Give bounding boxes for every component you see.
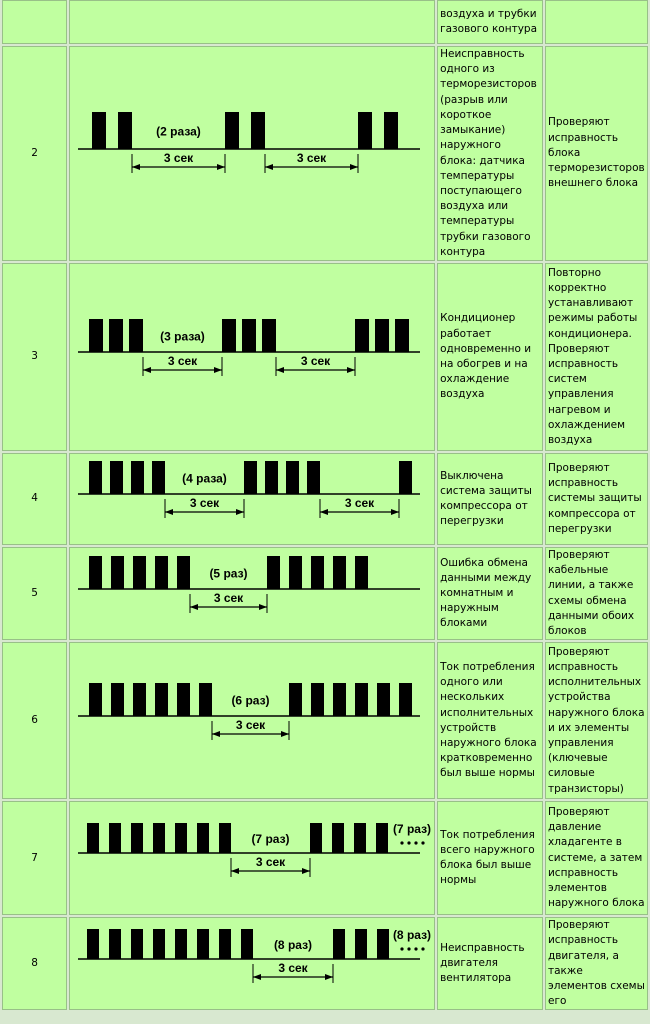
pulse	[251, 112, 265, 149]
pulse	[110, 461, 123, 494]
blink-diagram-cell	[69, 547, 435, 640]
table-row	[2, 0, 648, 44]
continuation-dot	[422, 947, 425, 950]
error-code-cell: 2	[2, 46, 67, 261]
remedy-cell: Проверяют исправность блока терморезисторов внешнего блока	[545, 46, 648, 261]
pulse	[375, 319, 389, 352]
pulse	[286, 461, 299, 494]
interval-label: 3 сек	[296, 150, 327, 165]
pulse	[376, 823, 388, 853]
pulse	[111, 556, 124, 589]
pulse	[332, 823, 344, 853]
pulse	[153, 823, 165, 853]
fault-description-cell: Неисправность одного из терморезисторов (разрыв или короткое замыкание) наружного блока: датчика температуры поступающего воздуха или температуры трубки газового контура	[437, 46, 543, 261]
pulse	[109, 319, 123, 352]
remedy-cell: Проверяют исправность исполнительных устройства наружного блока и их элементы управления (ключевые силовые транзисторы)	[545, 642, 648, 799]
pulse	[87, 929, 99, 959]
pulse	[225, 112, 239, 149]
pulse	[152, 461, 165, 494]
pulse	[89, 683, 102, 716]
pulse	[265, 461, 278, 494]
pulse	[384, 112, 398, 149]
table-row	[2, 642, 648, 799]
remedy-cell	[545, 0, 648, 44]
interval-label: 3 сек	[300, 354, 331, 368]
blink-diagram-cell	[69, 801, 435, 915]
table-row	[2, 46, 648, 261]
interval-label: 3 сек	[278, 960, 308, 975]
pulse	[118, 112, 132, 149]
pulse	[109, 929, 121, 959]
interval-label: 3 сек	[163, 150, 194, 165]
pulse	[177, 683, 190, 716]
blink-count-label: (3 раза)	[160, 329, 205, 344]
interval-label: 3 сек	[344, 496, 375, 510]
error-code-cell: 6	[2, 642, 67, 799]
error-code-cell: 8	[2, 917, 67, 1010]
interval-label: 3 сек	[167, 354, 198, 368]
pulse	[307, 461, 320, 494]
pulse	[153, 929, 165, 959]
pulse	[262, 319, 276, 352]
blink-diagram	[70, 312, 434, 402]
pulse	[109, 823, 121, 853]
pulse	[155, 556, 168, 589]
fault-description-cell: Выключена система защиты компрессора от перегрузки	[437, 453, 543, 545]
remedy-cell: Повторно корректно устанавливают режимы работы кондиционера. Проверяют исправность систем управления нагревом и охлаждением воздуха	[545, 263, 648, 451]
pulse	[155, 683, 168, 716]
continuation-dot	[401, 947, 404, 950]
pulse	[131, 929, 143, 959]
fault-description-cell: воздуха и трубки газового контура	[437, 0, 543, 44]
pulse	[355, 319, 369, 352]
blink-diagram	[70, 549, 434, 639]
table-row	[2, 453, 648, 545]
continuation-dot	[408, 947, 411, 950]
pulse	[355, 929, 367, 959]
remedy-cell: Проверяют исправность системы защиты компрессора от перегрузки	[545, 453, 648, 545]
pulse	[87, 823, 99, 853]
fault-description-cell: Кондиционер работает одновременно и на обогрев и на охлаждение воздуха	[437, 263, 543, 451]
fault-description-cell: Ток потребления одного или нескольких исполнительных устройств наружного блока кратковременно был выше нормы	[437, 642, 543, 799]
continuation-dot	[408, 842, 411, 845]
pulse	[89, 461, 102, 494]
pulse	[175, 929, 187, 959]
pulse	[92, 112, 106, 149]
blink-diagram	[70, 676, 434, 766]
pulse	[133, 683, 146, 716]
table-row	[2, 547, 648, 640]
remedy-cell: Проверяют давление хладагенте в системе, а затем исправность элементов наружного блока	[545, 801, 648, 915]
pulse	[219, 929, 231, 959]
pulse	[267, 556, 280, 589]
pulse	[89, 319, 103, 352]
error-code-cell	[2, 0, 67, 44]
error-code-cell: 7	[2, 801, 67, 915]
pulse	[131, 461, 144, 494]
blink-diagram-cell	[69, 917, 435, 1010]
blink-diagram-cell	[69, 453, 435, 545]
pulse	[358, 112, 372, 149]
pulse	[333, 556, 346, 589]
pulse	[333, 929, 345, 959]
fault-description-cell: Ошибка обмена данными между комнатным и наружным блоками	[437, 547, 543, 640]
pulse	[289, 556, 302, 589]
pulse	[355, 556, 368, 589]
pulse	[289, 683, 302, 716]
blink-diagram-cell	[69, 0, 435, 44]
pulse	[177, 556, 190, 589]
fault-description-cell: Ток потребления всего наружного блока был выше нормы	[437, 801, 543, 915]
blink-diagram	[70, 919, 434, 1009]
pulse	[133, 556, 146, 589]
pulse	[311, 556, 324, 589]
pulse	[241, 929, 253, 959]
continuation-dot	[415, 842, 418, 845]
blink-diagram-cell	[69, 642, 435, 799]
pulse	[311, 683, 324, 716]
pulse	[354, 823, 366, 853]
pulse	[377, 683, 390, 716]
interval-label: 3 сек	[235, 717, 266, 732]
continuation-dot	[422, 842, 425, 845]
pulse	[310, 823, 322, 853]
pulse	[355, 683, 368, 716]
table-row	[2, 263, 648, 451]
pulse	[242, 319, 256, 352]
pulse	[333, 683, 346, 716]
error-code-cell: 3	[2, 263, 67, 451]
pulse	[89, 556, 102, 589]
pulse	[131, 823, 143, 853]
pulse	[197, 823, 209, 853]
pulse	[197, 929, 209, 959]
interval-label: 3 сек	[255, 855, 286, 870]
blink-count-label: (6 раз)	[231, 693, 270, 708]
remedy-cell: Проверяют исправность двигателя, а также элементов схемы его	[545, 917, 648, 1010]
table-row	[2, 801, 648, 915]
continuation-dot	[401, 842, 404, 845]
blink-diagram	[70, 109, 434, 199]
trailing-count-label: (7 раз)	[393, 822, 432, 837]
error-code-cell: 4	[2, 453, 67, 545]
blink-diagram	[70, 813, 434, 903]
pulse	[399, 683, 412, 716]
pulse	[219, 823, 231, 853]
interval-label: 3 сек	[189, 496, 220, 510]
pulse	[222, 319, 236, 352]
interval-label: 3 сек	[213, 590, 244, 605]
blink-count-label: (4 раза)	[182, 471, 227, 486]
pulse	[244, 461, 257, 494]
pulse	[199, 683, 212, 716]
trailing-count-label: (8 раз)	[393, 927, 432, 942]
blink-diagram-cell	[69, 263, 435, 451]
pulse	[111, 683, 124, 716]
blink-count-label: (7 раз)	[251, 832, 290, 847]
pulse	[175, 823, 187, 853]
remedy-cell: Проверяют кабельные линии, а также схемы обмена данными обоих блоков	[545, 547, 648, 640]
pulse	[377, 929, 389, 959]
table-row	[2, 917, 648, 1010]
pulse	[129, 319, 143, 352]
pulse	[399, 461, 412, 494]
blink-count-label: (2 раза)	[156, 124, 201, 138]
continuation-dot	[415, 947, 418, 950]
blink-count-label: (5 раз)	[209, 566, 248, 581]
blink-diagram-cell	[69, 46, 435, 261]
blink-count-label: (8 раз)	[274, 937, 313, 952]
error-code-cell: 5	[2, 547, 67, 640]
pulse	[395, 319, 409, 352]
fault-description-cell: Неисправность двигателя вентилятора	[437, 917, 543, 1010]
blink-diagram	[70, 454, 434, 544]
